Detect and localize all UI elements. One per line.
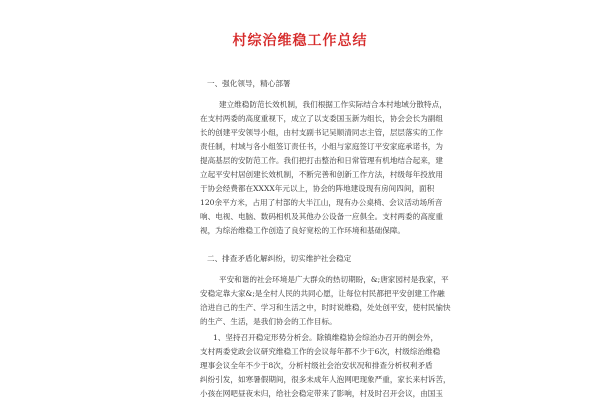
section-heading-1: 一、强化领导，精心部署 (207, 79, 291, 88)
body-line: 视，为综治维稳工作创造了良好宽松的工作环境和基础保障。 (200, 226, 406, 235)
body-line: 在支村两委的高度重视下，成立了以支委国玉新为组长，协会会长为副组 (200, 114, 443, 123)
section-heading-2: 二、排查矛盾化解纠纷，切实维护社会稳定 (207, 254, 352, 263)
body-line: 洽进自己的生产、学习和生活之中，时时说维稳，处处创平安，使村民愉快 (200, 303, 451, 312)
body-line: 于协会经费都在XXXX年元以上，协会的阵地建设现有房间四间，面积 (200, 184, 435, 193)
body-line: 响、电视、电脑、数码相机及其他办公设备一应俱全。支村两委的高度重 (200, 212, 443, 221)
body-line: 建立维稳防范长效机制，我们根据工作实际结合本村地域分散特点， (219, 100, 447, 109)
body-line: 责任制，村域与各小组签订责任书，小组与家庭签订平安家庭承诺书，为 (200, 142, 443, 151)
body-line: 提高基层的安防范工作。我们把打击整治和日常管理有机地结合起来，建 (200, 156, 443, 165)
body-line: 1、坚持召开稳定形势分析会。除镇维稳协会综治办召开的例会外， (213, 333, 439, 342)
body-line: 支村两委党政会议研究维稳工作的会议每年都不少于6次，村级综治维稳 (200, 347, 441, 356)
body-line: 纠纷引发，如寒暑假期间，很多未成年人泡网吧现象严重，家长来村诉苦， (200, 375, 451, 384)
body-line: 立起平安村居创建长效机制，不断完善和创新工作方法，村级每年投放用 (200, 170, 443, 179)
body-line: 长的创建平安领导小组，由村支副书记吴顺清同志主管，层层落实的工作 (200, 128, 443, 137)
body-line: 120余平方米，占用了村部的大半江山，现有办公桌椅、会议活动场所音 (200, 198, 443, 207)
body-line: 安稳定靠大家&;是全村人民的共同心愿，让每位村民都把平安创建工作融 (200, 289, 445, 298)
body-line: 的生产、生活，是我们协会的工作目标。 (200, 317, 337, 326)
body-line: 小孩在网吧昼夜未归，给社会稳定带来了影响，村及时召开会议，由国玉 (200, 389, 443, 398)
body-line: 理事会议全年不少于8次，分析村级社会治安状况和排查分析权利矛盾 (200, 361, 433, 370)
body-line: 平安和谐的社会环境是广大群众的热切期盼，&;唐家园村是我家，平 (219, 275, 449, 284)
document-title: 村综治维稳工作总结 (232, 33, 368, 49)
